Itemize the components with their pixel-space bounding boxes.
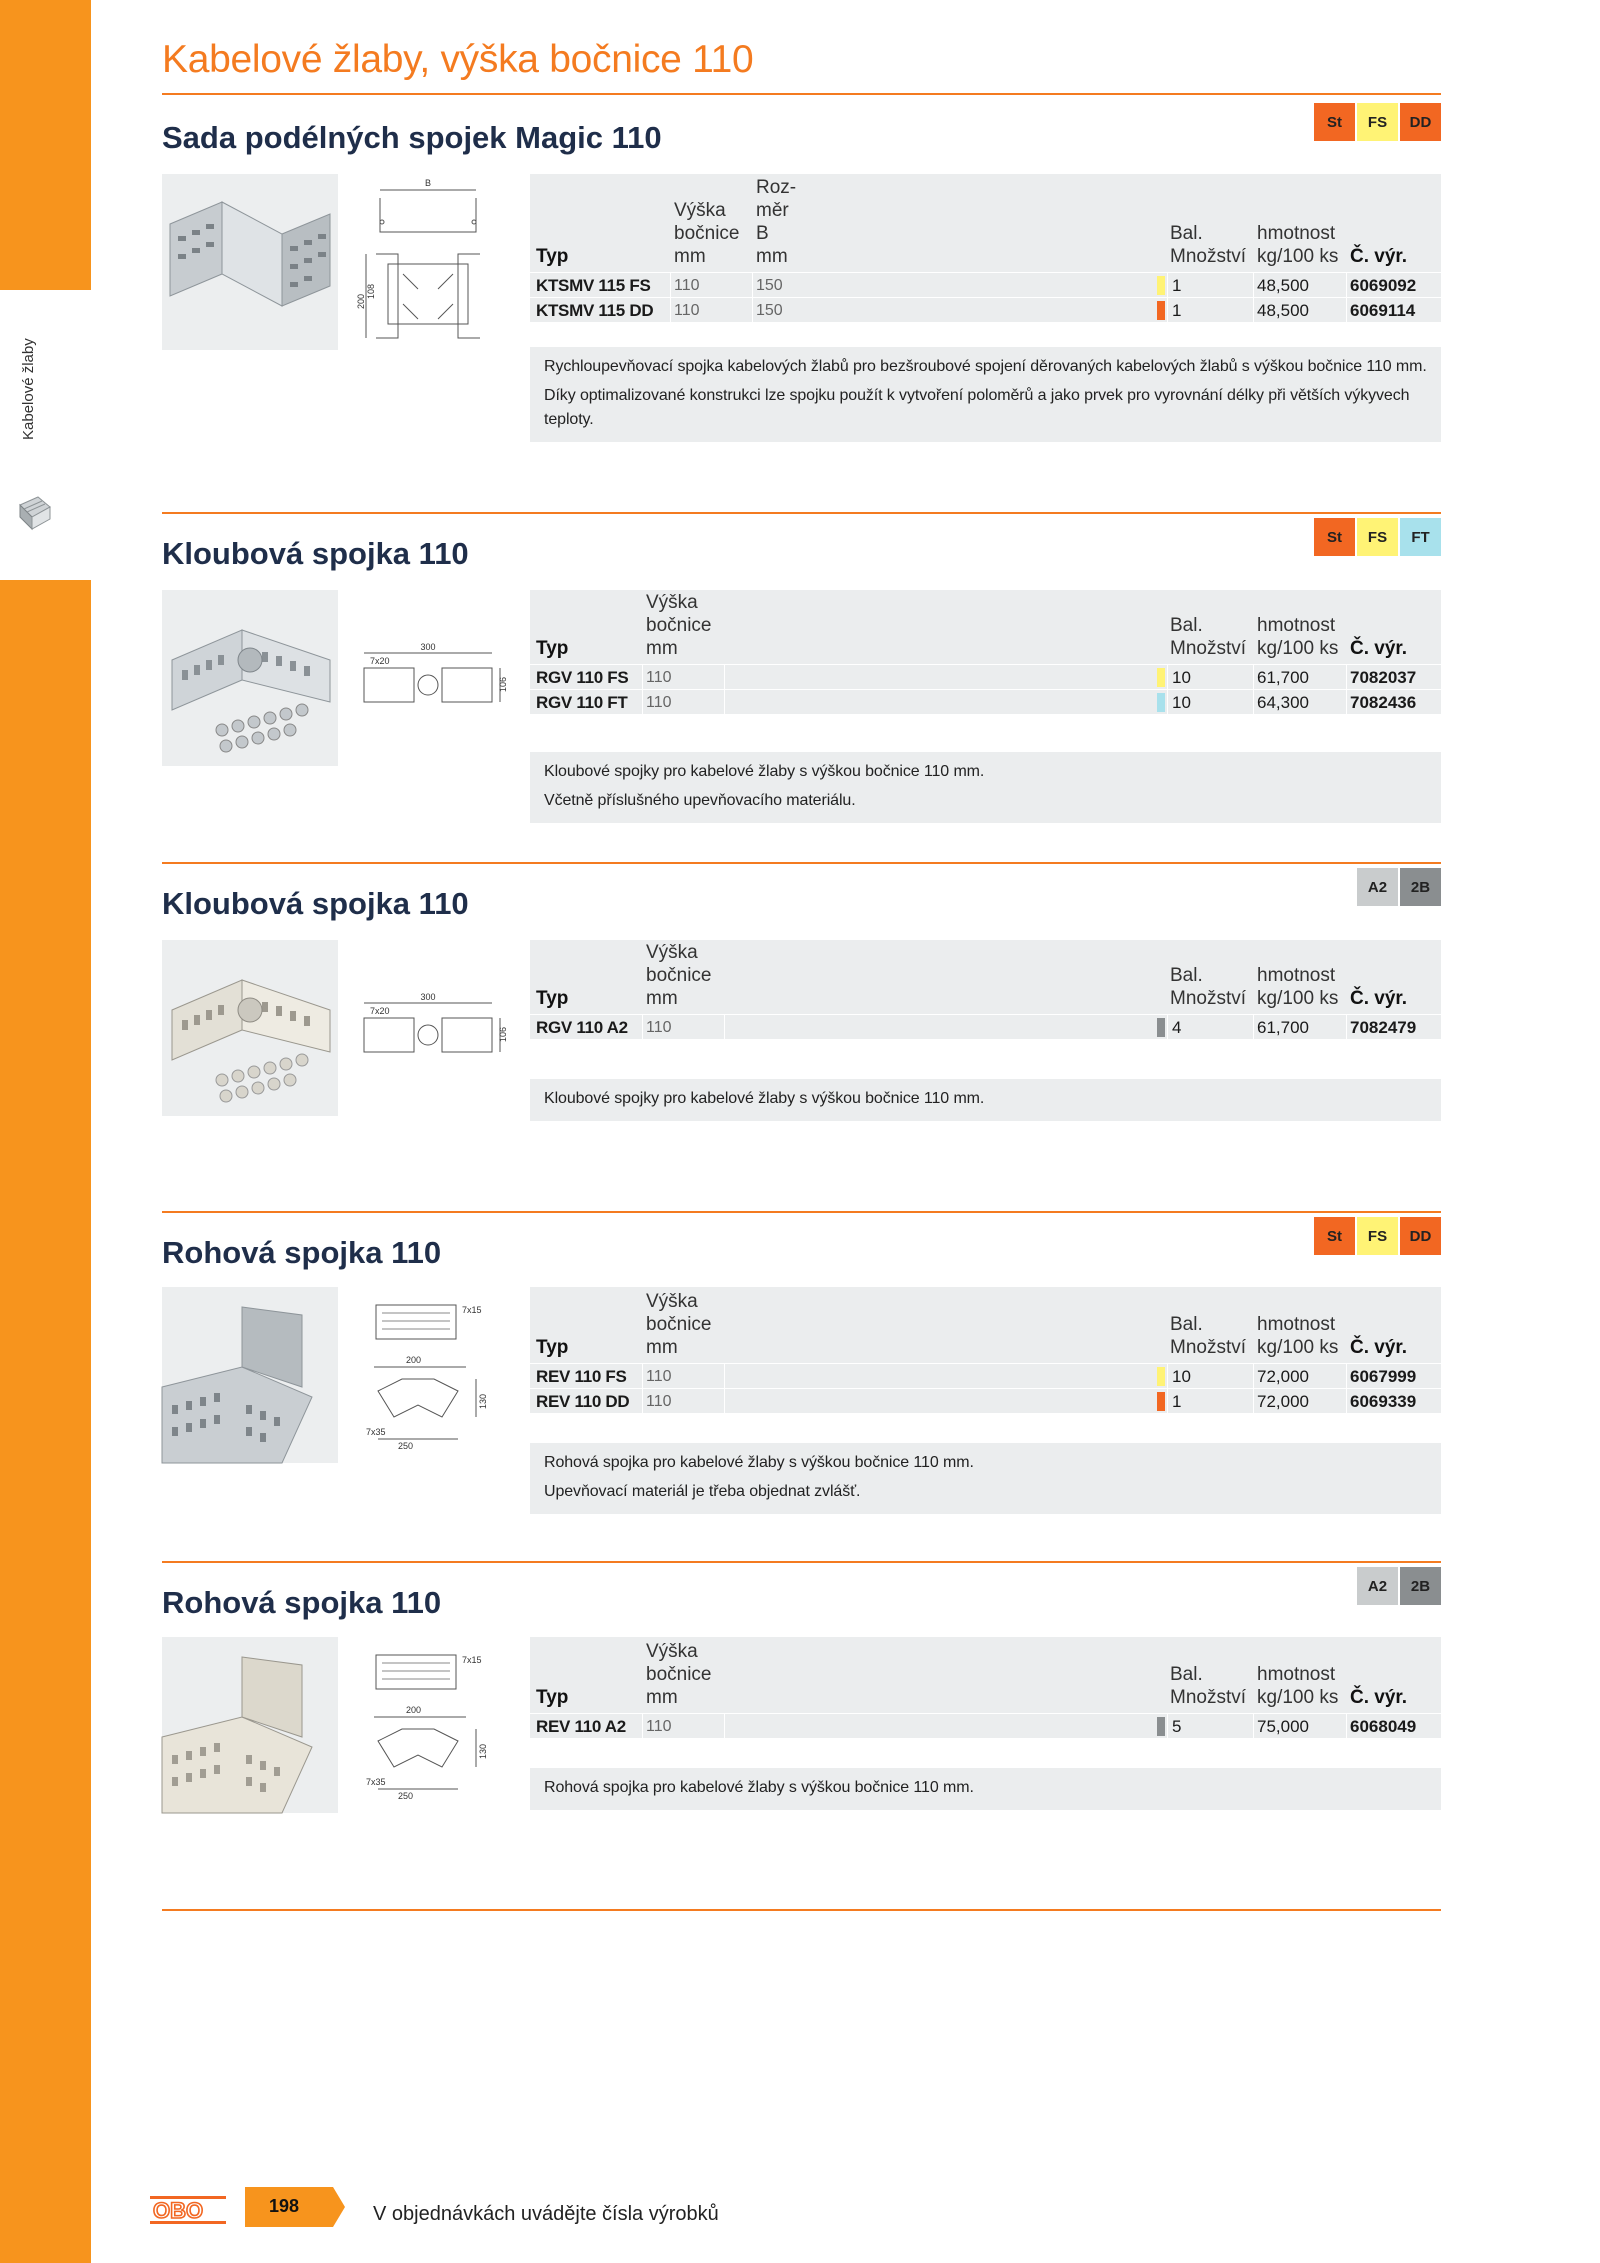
header-vyska: Výška bočnice mm <box>646 942 712 1009</box>
product-table <box>530 940 1441 1039</box>
cable-tray-icon <box>18 495 52 531</box>
drawing-label-h1: 200 <box>356 293 366 309</box>
finish-swatch-fs <box>1157 668 1165 687</box>
header-hmotnost: hmotnost kg/100 ks <box>1257 223 1339 267</box>
corner-connector-image <box>162 1637 338 1813</box>
header-bal: Bal. Množství <box>1170 965 1247 1009</box>
section-title: Rohová spojka 110 <box>162 1585 442 1620</box>
cell-cvyr: 7082037 <box>1350 668 1417 687</box>
table-row <box>530 1388 1441 1413</box>
table-header <box>530 1637 1441 1713</box>
header-typ: Typ <box>536 988 569 1009</box>
finish-swatch-2b <box>1157 1018 1165 1037</box>
table-row <box>530 272 1441 297</box>
section-rule <box>162 862 1441 864</box>
cell-typ: REV 110 A2 <box>536 1717 626 1736</box>
cell-bal: 10 <box>1172 1367 1191 1386</box>
drawing-label-holes1: 7x15 <box>462 1305 482 1315</box>
finish-swatch-ft <box>1157 693 1165 712</box>
cell-hmotnost: 72,000 <box>1257 1392 1309 1411</box>
section-rev-110-a2 <box>162 1561 1441 1861</box>
drawing-label-w: 200 <box>406 1355 422 1365</box>
table-row <box>530 689 1441 714</box>
table-header <box>530 940 1441 1014</box>
cell-cvyr: 7082479 <box>1350 1018 1417 1037</box>
drawing-label-holes1: 7x15 <box>462 1655 482 1665</box>
table-row <box>530 664 1441 689</box>
badge-a2: A2 <box>1357 868 1398 906</box>
drawing-label-b: B <box>424 178 432 188</box>
cell-cvyr: 6067999 <box>1350 1367 1417 1386</box>
drawing-svg <box>358 1301 508 1451</box>
badge-2b: 2B <box>1400 868 1441 906</box>
side-tab <box>0 290 91 580</box>
cell-cvyr: 6068049 <box>1350 1717 1417 1736</box>
corner-connector-image <box>162 1287 338 1463</box>
page-title: Kabelové žlaby, výška bočnice 110 <box>162 38 754 81</box>
cell-typ: KTSMV 115 FS <box>536 276 651 295</box>
section-rule <box>162 1561 1441 1563</box>
section-rgv-110 <box>162 512 1441 812</box>
drawing-svg <box>358 1651 508 1801</box>
table-row <box>530 1713 1441 1738</box>
product-description <box>530 752 1441 823</box>
cell-bal: 10 <box>1172 693 1191 712</box>
logo-text: OBO <box>153 2198 204 2223</box>
description-text: Rychloupevňovací spojka kabelových žlabů pro bezšroubové spojení děrovaných kabelových žlabů s výškou bočnice 110 mm. <box>544 358 1427 375</box>
technical-drawing <box>358 1301 498 1451</box>
product-table <box>530 590 1441 714</box>
drawing-label-w: 200 <box>406 1705 422 1715</box>
description-text: Včetně příslušného upevňovacího materiálu. <box>544 792 856 809</box>
header-bal: Bal. Množství <box>1170 1314 1247 1358</box>
cell-hmotnost: 48,500 <box>1257 276 1309 295</box>
drawing-label-holes: 7x20 <box>370 656 390 666</box>
badge-fs: FS <box>1357 103 1398 141</box>
cell-hmotnost: 75,000 <box>1257 1717 1309 1736</box>
finish-swatch-dd <box>1157 1392 1165 1411</box>
header-bal: Bal. Množství <box>1170 223 1247 267</box>
cell-hmotnost: 61,700 <box>1257 1018 1309 1037</box>
drawing-svg <box>358 992 508 1062</box>
cell-bal: 1 <box>1172 276 1182 295</box>
drawing-label-h: 106 <box>498 676 508 692</box>
header-cvyr: Č. výr. <box>1350 1687 1408 1708</box>
header-hmotnost: hmotnost kg/100 ks <box>1257 1314 1339 1358</box>
product-description <box>530 347 1441 442</box>
badge-st: St <box>1314 103 1355 141</box>
badge-fs: FS <box>1357 1217 1398 1255</box>
product-description <box>530 1079 1441 1121</box>
header-hmotnost: hmotnost kg/100 ks <box>1257 615 1339 659</box>
drawing-label-h: 130 <box>478 1743 488 1759</box>
cell-vyska: 110 <box>646 669 672 686</box>
drawing-label-h: 106 <box>498 1026 508 1042</box>
header-hmotnost: hmotnost kg/100 ks <box>1257 1664 1339 1708</box>
header-typ: Typ <box>536 1687 569 1708</box>
header-vyska: Výška bočnice mm <box>646 592 712 659</box>
table-header <box>530 174 1441 272</box>
header-hmotnost: hmotnost kg/100 ks <box>1257 965 1339 1009</box>
badge-dd: DD <box>1400 1217 1441 1255</box>
cell-typ: RGV 110 A2 <box>536 1018 628 1037</box>
cell-bal: 1 <box>1172 301 1182 320</box>
cell-vyska: 110 <box>646 1019 672 1036</box>
drawing-label-w: 300 <box>420 992 436 1002</box>
description-text: Díky optimalizované konstrukci lze spojku použít k vytvoření poloměrů a jako prvek pro vyrovnání délky při větších výkyvech teploty. <box>544 387 1410 428</box>
drawing-label-holes2: 7x35 <box>366 1427 386 1437</box>
cell-hmotnost: 72,000 <box>1257 1367 1309 1386</box>
badge-st: St <box>1314 1217 1355 1255</box>
product-photo <box>162 174 338 350</box>
cell-typ: RGV 110 FS <box>536 668 629 687</box>
section-rule <box>162 1211 1441 1213</box>
page-number: 198 <box>268 2196 300 2216</box>
header-bal: Bal. Množství <box>1170 1664 1247 1708</box>
cell-cvyr: 7082436 <box>1350 693 1417 712</box>
badge-fs: FS <box>1357 518 1398 556</box>
description-text: Kloubové spojky pro kabelové žlaby s výškou bočnice 110 mm. <box>544 1090 985 1107</box>
cell-bal: 10 <box>1172 668 1191 687</box>
drawing-label-w2: 250 <box>398 1441 414 1451</box>
badge-dd: DD <box>1400 103 1441 141</box>
finish-swatch-dd <box>1157 301 1165 320</box>
section-title: Kloubová spojka 110 <box>162 536 469 571</box>
section-title: Sada podélných spojek Magic 110 <box>162 120 662 155</box>
footer-note: V objednávkách uvádějte čísla výrobků <box>373 2203 719 2225</box>
finish-badges <box>1357 868 1441 906</box>
cell-vyska: 110 <box>674 277 700 294</box>
drawing-label-h: 130 <box>478 1393 488 1409</box>
description-text: Rohová spojka pro kabelové žlaby s výškou bočnice 110 mm. <box>544 1454 974 1471</box>
drawing-label-w2: 250 <box>398 1791 414 1801</box>
table-header <box>530 590 1441 664</box>
header-cvyr: Č. výr. <box>1350 638 1408 659</box>
cell-hmotnost: 64,300 <box>1257 693 1309 712</box>
cell-hmotnost: 61,700 <box>1257 668 1309 687</box>
bottom-rule <box>162 1909 1441 1911</box>
header-typ: Typ <box>536 1337 569 1358</box>
cell-typ: RGV 110 FT <box>536 693 628 712</box>
header-cvyr: Č. výr. <box>1350 1337 1408 1358</box>
obo-logo <box>150 2196 226 2224</box>
drawing-svg <box>358 174 498 350</box>
technical-drawing <box>358 174 498 350</box>
header-cvyr: Č. výr. <box>1350 246 1408 267</box>
product-description <box>530 1443 1441 1514</box>
cell-vyska: 110 <box>646 1368 672 1385</box>
drawing-label-holes2: 7x35 <box>366 1777 386 1787</box>
cell-vyska: 110 <box>646 1718 672 1735</box>
finish-badges <box>1314 518 1441 556</box>
finish-badges <box>1357 1567 1441 1605</box>
cell-vyska: 110 <box>646 1393 672 1410</box>
product-table <box>530 1287 1441 1413</box>
drawing-svg <box>358 642 508 712</box>
finish-swatch-fs <box>1157 276 1165 295</box>
table-row <box>530 1363 1441 1388</box>
drawing-label-h2: 108 <box>366 283 376 299</box>
header-rozmer: Roz- měr B mm <box>756 177 797 267</box>
badge-st: St <box>1314 518 1355 556</box>
technical-drawing <box>358 1651 498 1801</box>
longitudinal-connector-image <box>162 174 338 350</box>
cell-cvyr: 6069092 <box>1350 276 1417 295</box>
cell-bal: 4 <box>1172 1018 1182 1037</box>
cell-vyska: 110 <box>646 694 672 711</box>
header-cvyr: Č. výr. <box>1350 988 1408 1009</box>
cell-rozmer: 150 <box>756 277 783 294</box>
cell-hmotnost: 48,500 <box>1257 301 1309 320</box>
badge-ft: FT <box>1400 518 1441 556</box>
description-text: Upevňovací materiál je třeba objednat zvlášť. <box>544 1483 861 1500</box>
cell-cvyr: 6069339 <box>1350 1392 1417 1411</box>
header-vyska: Výška bočnice mm <box>646 1641 712 1708</box>
cell-vyska: 110 <box>674 302 700 319</box>
badge-2b: 2B <box>1400 1567 1441 1605</box>
drawing-label-holes: 7x20 <box>370 1006 390 1016</box>
header-typ: Typ <box>536 246 569 267</box>
section-magic-110 <box>162 93 1441 473</box>
section-rule <box>162 512 1441 514</box>
description-text: Kloubové spojky pro kabelové žlaby s výškou bočnice 110 mm. <box>544 763 985 780</box>
header-bal: Bal. Množství <box>1170 615 1247 659</box>
cell-typ: KTSMV 115 DD <box>536 301 654 320</box>
product-table <box>530 1637 1441 1738</box>
table-row <box>530 1014 1441 1039</box>
product-table <box>530 174 1441 322</box>
header-typ: Typ <box>536 638 569 659</box>
cell-typ: REV 110 FS <box>536 1367 627 1386</box>
section-title: Rohová spojka 110 <box>162 1235 442 1270</box>
section-rgv-110-a2 <box>162 862 1441 1132</box>
sidebar-label: Kabelové žlaby <box>20 338 37 440</box>
badge-a2: A2 <box>1357 1567 1398 1605</box>
table-row <box>530 297 1441 322</box>
cell-bal: 1 <box>1172 1392 1182 1411</box>
technical-drawing <box>358 992 508 1062</box>
product-photo <box>162 1287 338 1463</box>
section-title: Kloubová spojka 110 <box>162 886 469 921</box>
finish-swatch-2b <box>1157 1717 1165 1736</box>
finish-swatch-fs <box>1157 1367 1165 1386</box>
finish-badges <box>1314 1217 1441 1255</box>
hinged-connector-image <box>162 590 338 766</box>
drawing-label-w: 300 <box>420 642 436 652</box>
hinged-connector-image <box>162 940 338 1116</box>
cell-bal: 5 <box>1172 1717 1182 1736</box>
description-text: Rohová spojka pro kabelové žlaby s výškou bočnice 110 mm. <box>544 1779 974 1796</box>
product-photo <box>162 940 338 1116</box>
technical-drawing <box>358 642 508 712</box>
product-photo <box>162 590 338 766</box>
cell-typ: REV 110 DD <box>536 1392 630 1411</box>
table-header <box>530 1287 1441 1363</box>
section-rev-110 <box>162 1211 1441 1511</box>
header-vyska: Výška bočnice mm <box>674 200 740 267</box>
header-vyska: Výška bočnice mm <box>646 1291 712 1358</box>
product-description <box>530 1768 1441 1810</box>
product-photo <box>162 1637 338 1813</box>
cell-rozmer: 150 <box>756 302 783 319</box>
cell-cvyr: 6069114 <box>1350 301 1416 320</box>
finish-badges <box>1314 103 1441 141</box>
